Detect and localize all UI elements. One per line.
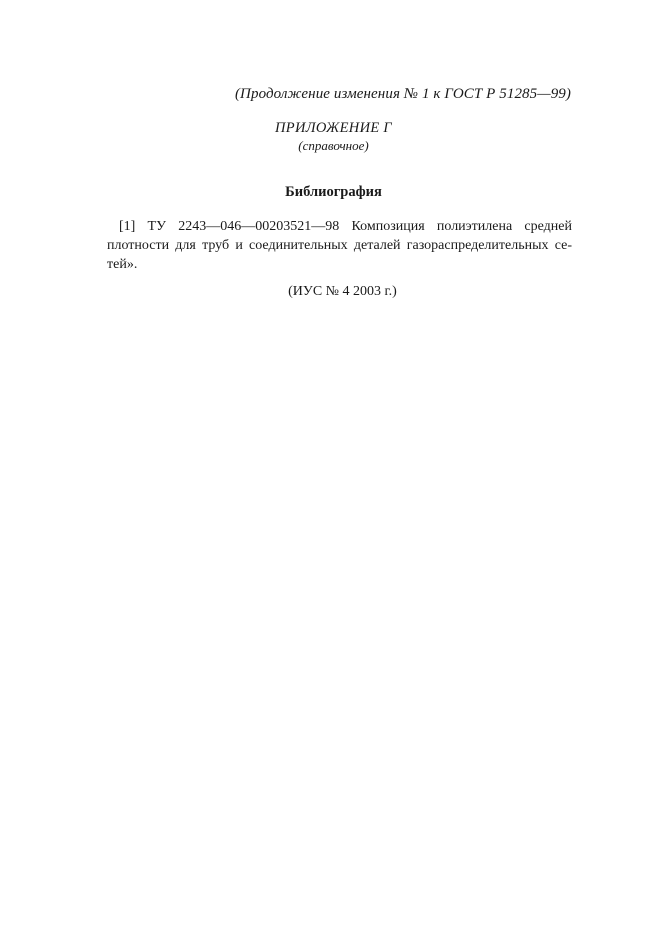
appendix-title: ПРИЛОЖЕНИЕ Г [275, 120, 392, 136]
bibliography-heading: Библиография [285, 184, 382, 200]
source-note: (ИУС № 4 2003 г.) [288, 284, 397, 299]
bibliography-entry: [1] ТУ 2243—046—00203521—98 Композиция полиэтилена средней плотности для труб и соединительных деталей газораспределительных се-тей». [107, 219, 572, 272]
appendix-block [0, 120, 661, 154]
continuation-header: (Продолжение изменения № 1 к ГОСТ Р 51285—99) [234, 86, 571, 102]
appendix-subtitle: (справочное) [298, 138, 369, 153]
